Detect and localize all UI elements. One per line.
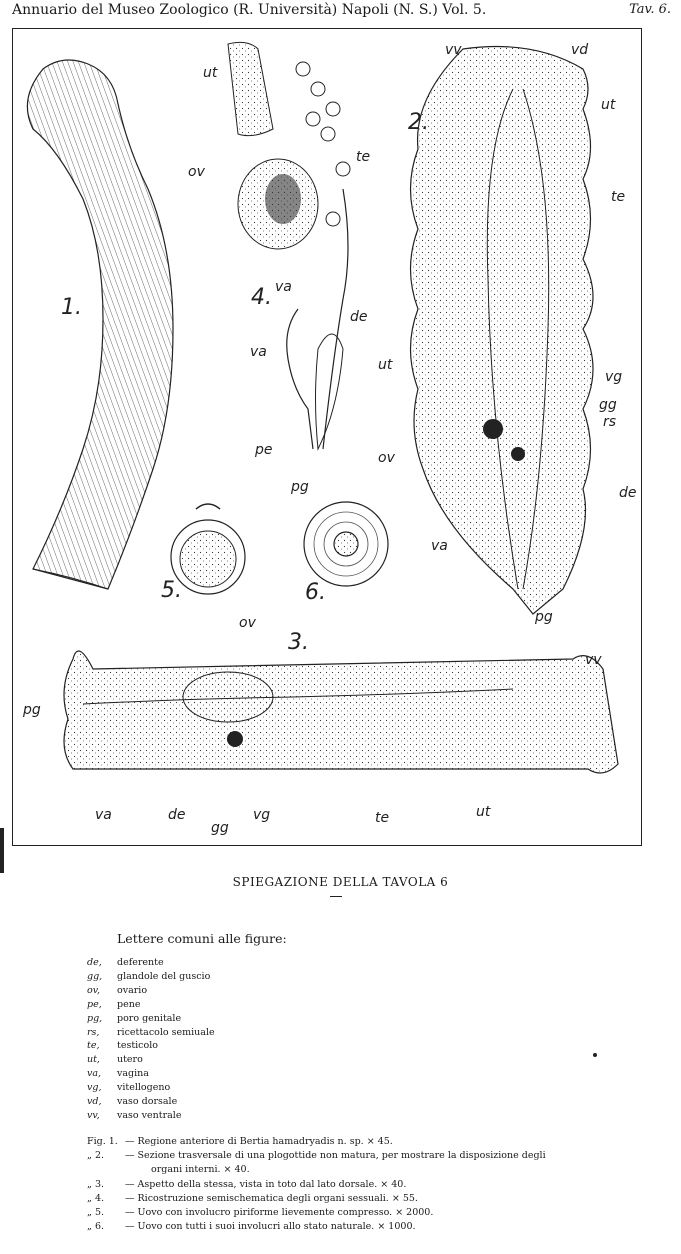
label-fig3-pg: pg [23,702,41,718]
legend-title: Lettere comuni alle figure: [117,931,287,946]
legend-item [87,1039,215,1053]
legend-abbr: vd, [87,1096,102,1108]
legend-item [87,1053,215,1067]
title-underline [330,896,342,897]
legend-list [87,956,215,1123]
figure-caption [87,1220,546,1234]
label-fig4-ov: ov [188,164,205,180]
figure-caption-text: — Sezione trasversale di una plogottide non matura, per mostrare la disposizione degli [125,1150,546,1162]
legend-text: deferente [117,957,164,968]
legend-abbr: te, [87,1040,100,1052]
figure-caption-num: „ 4. [87,1192,105,1204]
label-fig2-vv: vv [445,42,462,58]
label-fig2-vg: vg [605,369,623,385]
label-fig4-te: te [356,149,371,165]
legend-text: pene [117,998,141,1010]
figure-caption-num: Fig. 1. [87,1136,118,1147]
legend-text: utero [117,1054,143,1066]
label-fig2-pg: pg [535,609,553,625]
legend-item [87,956,215,970]
figure-caption-text: — Uovo con tutti i suoi involucri allo stato naturale. × 1000. [125,1221,416,1233]
figure-5-egg [171,504,245,594]
label-fig3-gg: gg [211,820,229,836]
legend-abbr: gg, [87,970,103,982]
legend-item [87,970,215,984]
legend-text: glandole del guscio [117,970,211,982]
label-fig2-ut: ut [601,97,616,113]
label-fig2-ov: ov [378,450,395,466]
legend-item [87,998,215,1012]
label-fig3-de: de [168,807,186,823]
legend-abbr: ut, [87,1054,100,1066]
legend-text: testicolo [117,1040,158,1052]
label-fig4-pg: pg [291,479,309,495]
label-fig2-gg: gg [599,397,617,413]
label-fig4-va-lower: va [250,344,267,360]
legend-abbr: va, [87,1068,102,1080]
label-fig2-ut-side: ut [378,357,393,373]
legend-abbr: pg, [87,1012,103,1024]
figure-caption-num: „ 3. [87,1178,105,1190]
figure-caption-text: organi interni. × 40. [151,1164,250,1176]
figure-caption-text: — Regione anteriore di Bertia hamadryadis n. sp. × 45. [125,1136,393,1147]
legend-text: vitellogeno [117,1082,171,1094]
figure-caption-text: — Aspetto della stessa, vista in toto dal lato dorsale. × 40. [125,1178,407,1190]
fig-num-3: 3. [288,630,309,655]
label-fig4-pe: pe [255,442,273,458]
legend-abbr: pe, [87,998,102,1010]
figure-captions [87,1135,546,1234]
legend-text: ovario [117,984,148,996]
figure-3-strip [64,651,618,773]
label-fig2-vd: vd [571,42,589,58]
fig-num-5: 5. [161,578,182,603]
legend-item [87,1026,215,1040]
caption-title: SPIEGAZIONE DELLA TAVOLA 6 [232,875,449,889]
figure-4-organs [228,42,350,449]
figure-2-section [411,47,594,615]
figure-caption [87,1135,546,1149]
legend-abbr: de, [87,957,102,968]
plate-illustration [12,28,642,846]
legend-item [87,1081,215,1095]
legend-abbr: rs, [87,1026,100,1038]
figure-caption-num: „ 2. [87,1150,105,1162]
figure-caption-num: „ 6. [87,1221,105,1233]
label-fig3-vg: vg [253,807,271,823]
page-header [12,2,671,22]
figure-caption [87,1192,546,1206]
legend-text: vaso dorsale [117,1096,178,1108]
plate-number: Tav. 6. [629,2,671,17]
plate-drawing [13,29,641,845]
legend-item [87,1067,215,1081]
label-fig2-rs: rs [603,414,617,430]
legend-text: ricettacolo semiuale [117,1026,215,1038]
fig-num-4: 4. [251,285,272,310]
legend-abbr: vv, [87,1109,100,1121]
label-fig4-de: de [350,309,368,325]
label-fig3-ut: ut [476,804,491,820]
legend-item [87,1012,215,1026]
fig-num-6: 6. [305,580,326,605]
figure-caption [87,1206,546,1220]
journal-title: Annuario del Museo Zoologico (R. Università) Napoli (N. S.) Vol. 5. [12,2,487,18]
legend-item [87,1109,215,1123]
figure-caption-num: „ 5. [87,1207,105,1219]
figure-caption-text: — Ricostruzione semischematica degli organi sessuali. × 55. [125,1192,418,1204]
legend-text: vagina [117,1068,149,1080]
figure-caption [87,1149,546,1163]
figure-caption [87,1178,546,1192]
label-fig2-va: va [431,538,448,554]
legend-item [87,1095,215,1109]
label-fig4-va-upper: va [275,279,292,295]
fig-num-1: 1. [61,295,82,320]
legend-abbr: vg, [87,1082,102,1094]
legend-text: vaso ventrale [117,1109,182,1121]
label-fig4-ut: ut [203,65,218,81]
edge-mark [0,828,4,873]
fig-num-2: 2. [408,110,429,135]
figure-caption-text: — Uovo con involucro piriforme lievemente compresso. × 2000. [125,1207,434,1219]
label-fig3-te: te [375,810,390,826]
legend-text: poro genitale [117,1012,182,1024]
ink-dot [593,1053,597,1057]
label-fig3-ov: ov [239,615,256,631]
figure-1-worm [27,60,173,589]
label-fig2-te: te [611,189,626,205]
legend-item [87,984,215,998]
label-fig3-va: va [95,807,112,823]
label-fig2-de: de [619,485,637,501]
figure-caption-continuation [87,1163,546,1177]
figure-6-egg [304,502,388,586]
label-fig3-vv: vv [585,652,602,668]
legend-abbr: ov, [87,984,100,996]
